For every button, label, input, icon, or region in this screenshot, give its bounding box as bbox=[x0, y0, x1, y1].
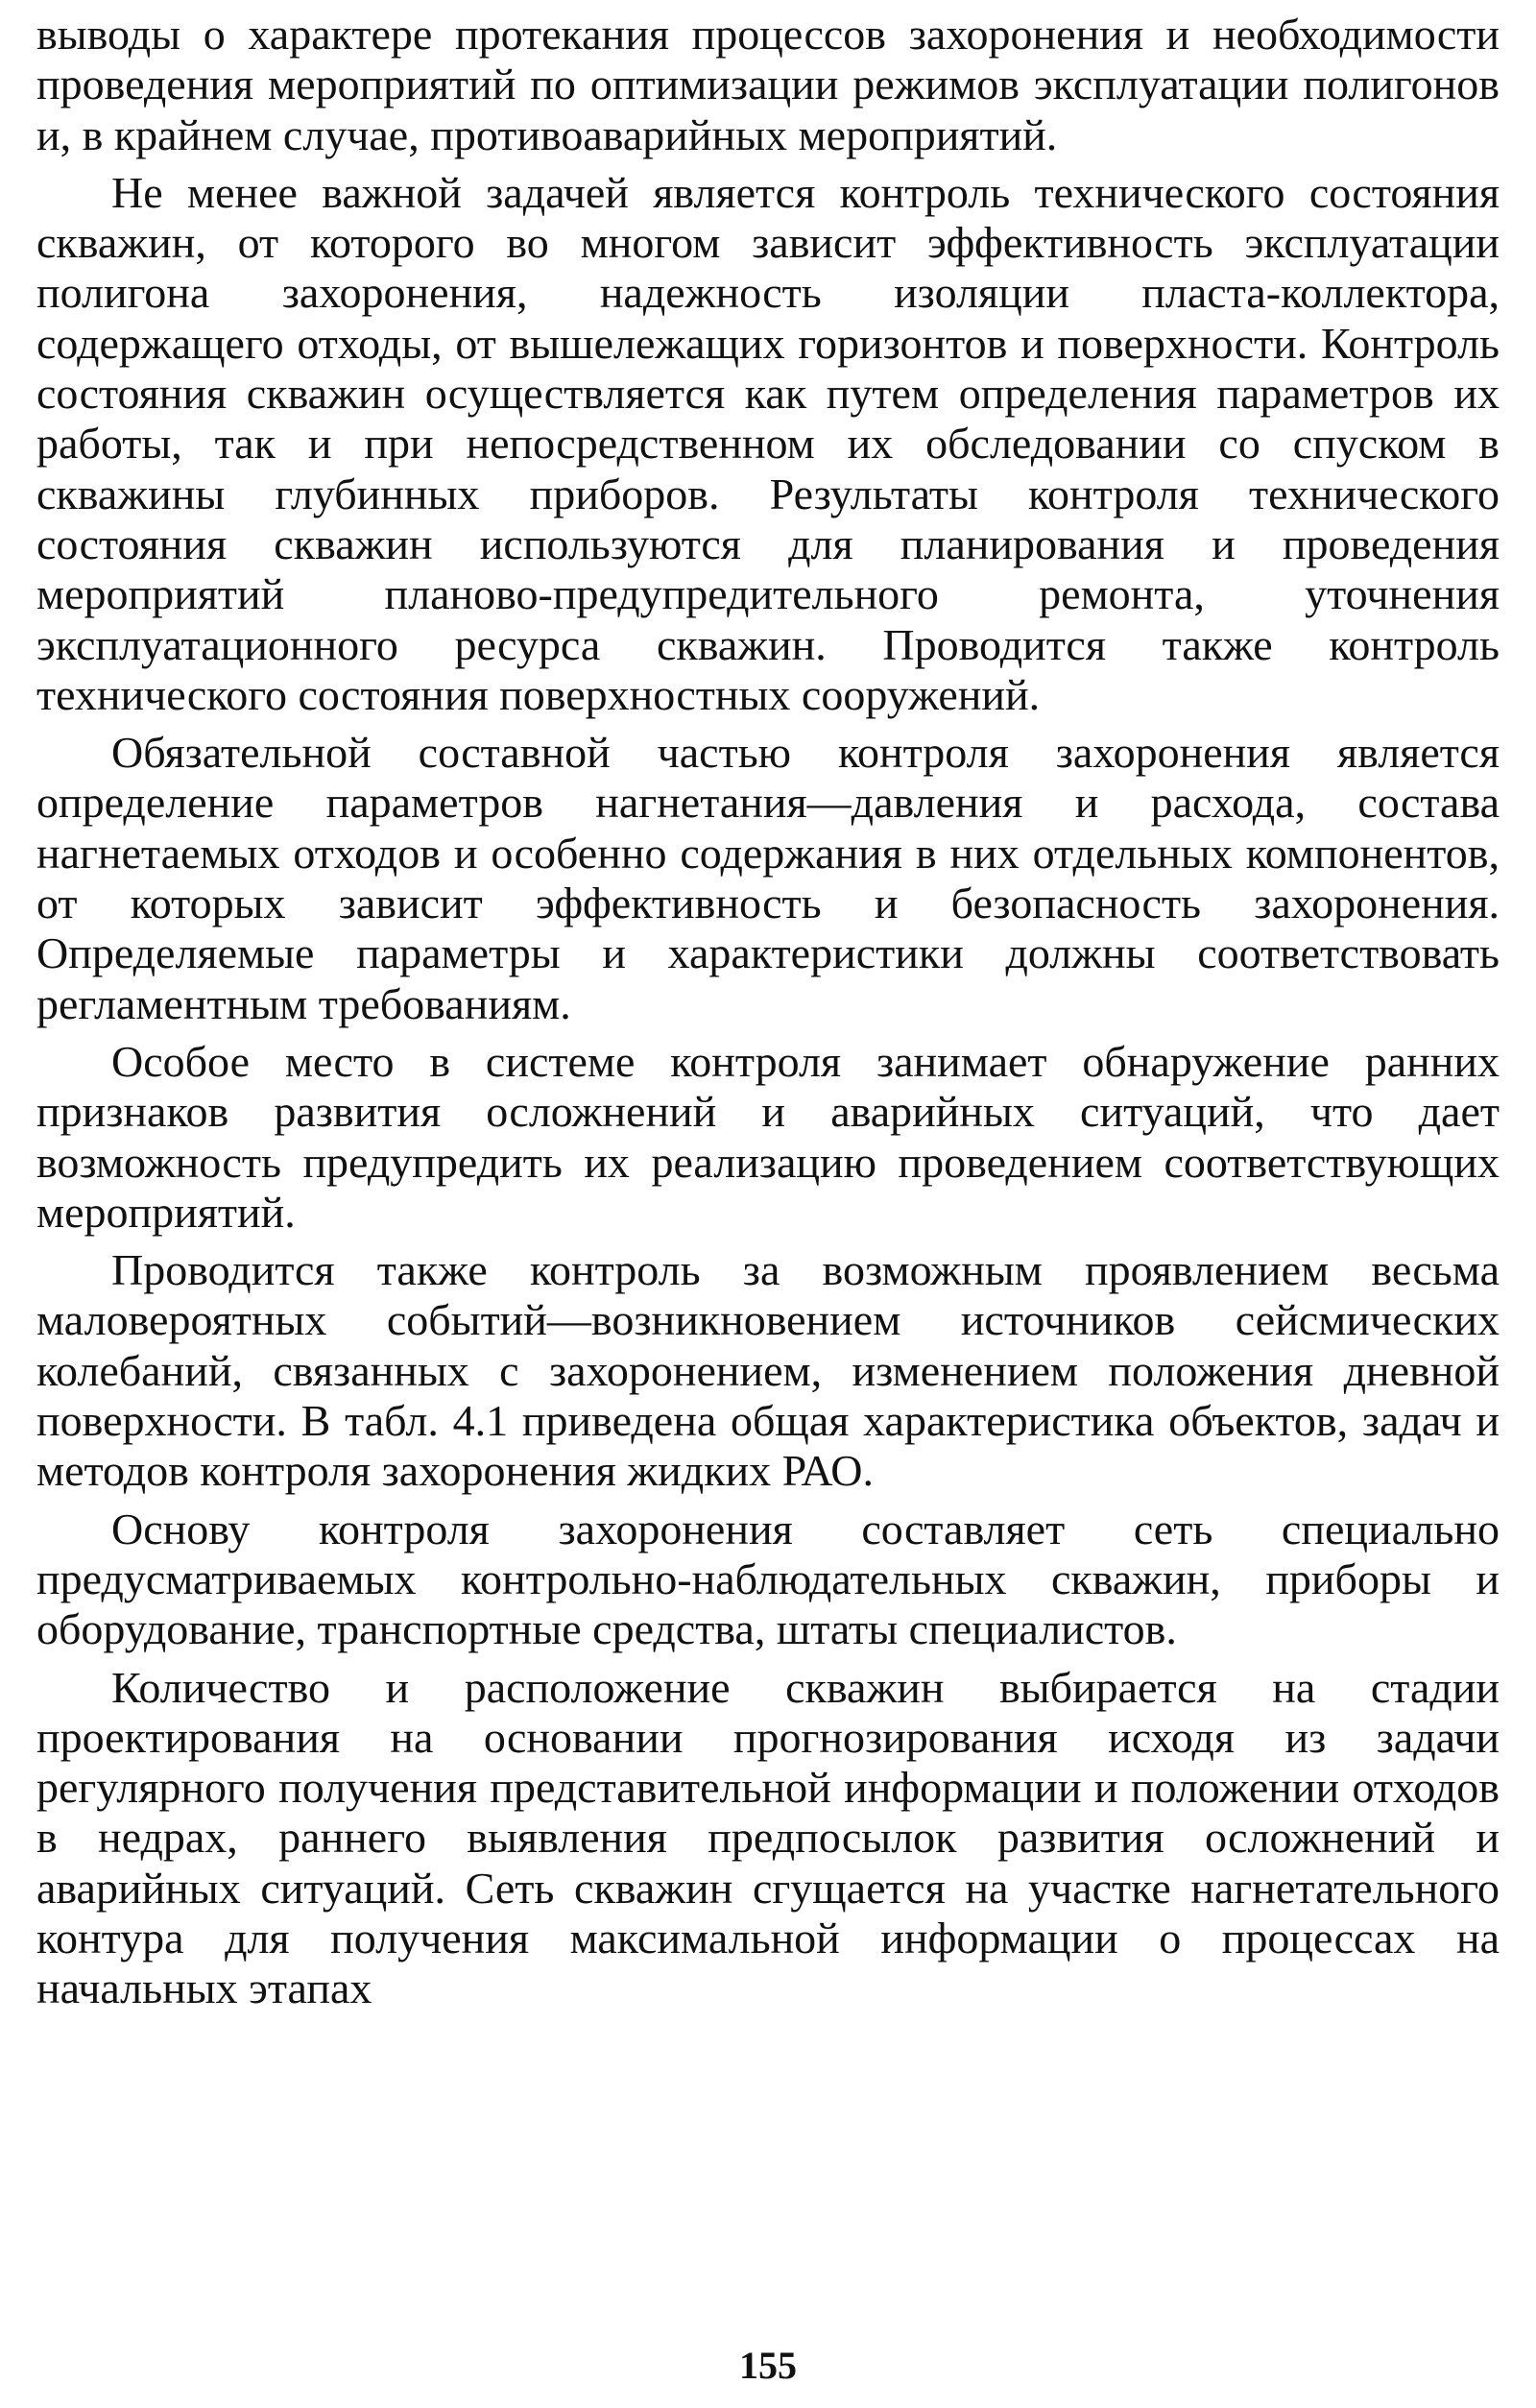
paragraph-well-placement: Количество и расположение скважин выбирается на стадии проектирования на основании прогнозирования исходя из задачи регулярного получения представительной информации и положении отходов в недрах, раннего выявления предпосылок развития осложнений и аварийных ситуаций. Сеть скважин сгущается на участке нагнетательного контура для получения максимальной информации о процессах на начальных этапах bbox=[36, 1662, 1500, 2013]
paragraph-early-warning: Особое место в системе контроля занимает обнаружение ранних признаков развития осложнений и аварийных ситуаций, что дает возможность предупредить их реализацию проведением соответствующих мероприятий. bbox=[36, 1036, 1500, 1237]
paragraph-continued-conclusions: выводы о характере протекания процессов захоронения и необходимости проведения мероприятий по оптимизации режимов эксплуатации полигонов и, в крайнем случае, противоаварийных мероприятий. bbox=[36, 10, 1500, 159]
body-text bbox=[36, 10, 1500, 2022]
paragraph-monitoring-network: Основу контроля захоронения составляет сеть специально предусматриваемых контрольно-наблюдательных скважин, приборы и оборудование, транспортные средства, штаты специалистов. bbox=[36, 1504, 1500, 1654]
paragraph-seismic-control: Проводится также контроль за возможным проявлением весьма маловероятных событий—возникновением источников сейсмических колебаний, связанных с захоронением, изменением положения дневной поверхности. В табл. 4.1 приведена общая характеристика объектов, задач и методов контроля захоронения жидких РАО. bbox=[36, 1245, 1500, 1496]
page-number: 155 bbox=[739, 2344, 797, 2387]
paragraph-injection-parameters: Обязательной составной частью контроля захоронения является определение параметров нагнетания—давления и расхода, состава нагнетаемых отходов и особенно содержания в них отдельных компонентов, от которых зависит эффективность и безопасность захоронения. Определяемые параметры и характеристики должны соответствовать регламентным требованиям. bbox=[36, 728, 1500, 1028]
paragraph-well-condition-control: Не менее важной задачей является контроль технического состояния скважин, от которого во многом зависит эффективность эксплуатации полигона захоронения, надежность изоляции пласта-коллектора, содержащего отходы, от вышележащих горизонтов и поверхности. Контроль состояния скважин осуществляется как путем определения параметров их работы, так и при непосредственном их обследовании со спуском в скважины глубинных приборов. Результаты контроля технического состояния скважин используются для планирования и проведения мероприятий планово-предупредительного ремонта, уточнения эксплуатационного ресурса скважин. Проводится также контроль технического состояния поверхностных сооружений. bbox=[36, 167, 1500, 719]
